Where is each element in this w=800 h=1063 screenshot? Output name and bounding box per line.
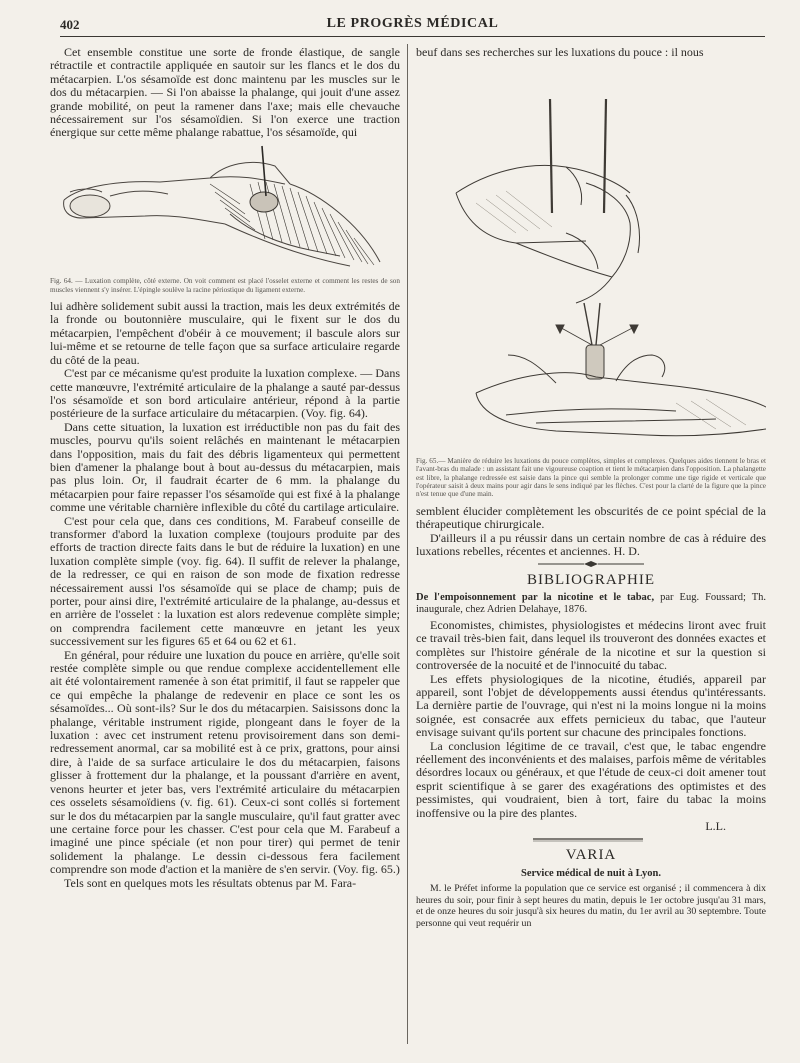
ornament-divider-2 <box>531 835 651 843</box>
bibliography-entry <box>416 592 766 616</box>
varia-paragraph: M. le Préfet informe la population que ce service est organisé ; il commencera à dix heures du soir, pour finir à sept heures du matin, depuis le 1er octobre jusqu'au 31 mars, et de onze heures du soir jusqu'à six heures du matin, du 1er avril au 30 septembre. Toute personne qui veut requérir un <box>416 883 766 929</box>
bibliography-entry-details: par Eug. Foussard; Th. inaugurale, chez Adrien Delahaye, 1876. <box>416 591 767 615</box>
bibliography-heading: BIBLIOGRAPHIE <box>527 572 655 589</box>
figure-64-illustration <box>50 144 400 272</box>
figure-65 <box>416 63 766 498</box>
closing-paragraph: D'ailleurs il a pu réussir dans un certain nombre de cas à réduire des luxations rebelles, récentes et anciennes. H. D. <box>416 530 766 559</box>
bibliography-paragraph-1: Economistes, chimistes, physiologistes et médecins liront avec fruit ce travail très-bien fait, dans lequel ils trouveront des données exactes et complètes sur l'histoire générale de la nicotine et sur la question si controversée de la nocuité et de l'innocuité du tabac. <box>416 617 766 673</box>
journal-title: LE PROGRÈS MÉDICAL <box>326 16 499 31</box>
varia-heading: VARIA <box>565 847 617 864</box>
left-column <box>50 46 400 890</box>
paragraph-6: Tels sont en quelques mots les résultats obtenus par M. Fara- <box>64 875 357 890</box>
figure-65-caption: Fig. 65.— Manière de réduire les luxations du pouce complètes, simples et complexes. Quelques aides tiennent le bras et l'avant-bras du malade : un assistant fait une vigoureuse coaption et tient le métacarpien dans l'opposition. La phalangette est libre, la phalange redressée est saisie dans la pince qui semble la prolonger comme une tige rigide et verticale que l'opérateur saisit à deux mains pour agir dans le sens indiqué par les flèches. C'est pour la clarté de la figure que la pince n'est tenue que d'une main. <box>416 456 766 499</box>
bibliography-signature: L.L. <box>705 818 726 833</box>
paragraph-3: Dans cette situation, la luxation est irréductible non pas du fait des muscles, pourvu qu'ils soient relâchés en maintenant le métacarpien dans l'opposition, mais du fait des débris ligamenteux qui permettent bien d'amener la phalange bout à bout au-dessus du métacarpien, mais pas plus loin. Or, il faudrait écarter de 6 mm. la phalange du métacarpien pour faire repasser l'os sésamoïde qui est fixé à la phalange comme une véritable charnière inflexible du côté du cartilage articulaire. <box>50 419 400 515</box>
paragraph-1: lui adhère solidement subit aussi la traction, mais les deux extrémités de la fronde ou boutonnière musculaire, qui le fixent sur le dos du métacarpien, l'empêchent d'obéir à ce mouvement; il bascule alors sur lui-même et se retourne de telle façon que sa surface articulaire regarde du côté de la peau. <box>50 299 400 367</box>
bibliography-paragraph-2: Les effets physiologiques de la nicotine, étudiés, appareil par appareil, sont l'objet de développements aussi étendus qu'intéressants. La dernière partie de l'ouvrage, qui n'est ni la moins longue ni la moins soignée, est consacrée aux effets pernicieux du tabac, que l'auteur envisage suivant qu'ils portent sur chacune des principales fonctions. <box>416 671 766 740</box>
paragraph-after-figure: semblent élucider complètement les obscurités de ce point spécial de la thérapeutique chirurgicale. <box>416 503 766 532</box>
column-divider <box>407 44 408 1044</box>
right-top-paragraph: beuf dans ses recherches sur les luxations du pouce : il nous <box>416 45 704 59</box>
paragraph-4: C'est pour cela que, dans ces conditions, M. Farabeuf conseille de transformer d'abord la luxation complexe (toujours produite par des efforts de traction directe faits dans le but de réduire la luxation) en une luxation complète simple (voy. fig. 64). Il suffit de relever la phalange, de la redresser, ce qui en raison de son mode de fixation redresse nécessairement aussi l'os sésamoïde qui se place de champ; puis de porter, pour ainsi dire, l'extrémité articulaire de la phalange, au-dessus et en arrière de l'osselet : la luxation est alors redevenue complète simple; on comprendra facilement cette manœuvre en jetant les yeux successivement sur les figures 65 et 64 ou 62 et 61. <box>50 513 400 649</box>
page-header <box>60 14 765 37</box>
right-column <box>416 46 766 930</box>
figure-64-caption: Fig. 64. — Luxation complète, côté externe. On voit comment est placé l'osselet externe et comment les restes de son muscles viennent s'y insérer. L'épingle soulève la racine périostique du ligament externe. <box>50 277 400 294</box>
paragraph-2: C'est par ce mécanisme qu'est produite la luxation complexe. — Dans cette manœuvre, l'extrémité articulaire de la phalange a sauté par-dessus l'os sésamoïde et son bord articulaire antérieur, répond à la partie postérieure de la surface articulaire du métacarpien. (Voy. fig. 64). <box>50 366 400 421</box>
bibliography-paragraph-3: La conclusion légitime de ce travail, c'est que, le tabac engendre réellement des inconvénients et des malaises, parfois même de véritables désordres locaux ou généraux, et que l'étude de ceux-ci doit amener tout esprit scientifique à se garer des exagérations des optimistes et des pessimistes, qui voudraient, bien à tort, faire du tabac la moins inoffensive ou la pire des plantes. <box>416 738 766 820</box>
figure-65-illustration <box>416 63 766 451</box>
ornament-divider <box>536 560 646 568</box>
figure-64 <box>50 144 400 294</box>
page-number: 402 <box>60 17 80 32</box>
varia-subheading: Service médical de nuit à Lyon. <box>521 867 661 879</box>
paragraph-5: En général, pour réduire une luxation du pouce en arrière, qu'elle soit restée complète simple ou que rendue complexe accidentellement elle ait été volontairement ramenée à son état primitif, il faut se rappeler que ce qui empêche la phalange de redevenir en place ce sont les os sésamoïdes... Où sont-ils? Sur le dos du métacarpien. Saisissons donc la phalange, véritable instrument rigide, plongeant dans le foyer de la luxation : avec cet instrument retenu provisoirement dans son demi-redressement anormal, car sa mobilité est à ce prix, grattons, pour ainsi dire, à l'aide de sa surface articulaire le dos du métacarpien, faisons glisser à frottement dur la phalange, et la poussant d'arrière en avent, venons heurter et jeter bas, vers l'extrémité articulaire du métacarpien ces osselets sésamoïdiens (v. fig. 61). Ceux-ci sont collés si fortement sur le dos du métacarpien par la sangle musculaire, qu'il faut gratter avec une certaine force pour les chasser. C'est pour cela que M. Farabeuf a imaginé une pince spéciale (et non pour tirer) qui permet de tenir solidement la phalange. Le dessin ci-dessous fera facilement comprendre son mode d'action et la manière de s'en servir. (Voy. fig. 65.) <box>50 647 400 877</box>
intro-paragraph: Cet ensemble constitue une sorte de fronde élastique, de sangle rétractile et contractile appliquée en sautoir sur les flancs et le dos du métacarpien. L'os sésamoïde est donc maintenu par les muscles sur le dos du métacarpien. — Si l'on abaisse la phalange, qui jouit d'une assez grande mobilité, on peut la ramener dans l'axe; mais elle chevauche nécessairement sur l'os sésamoïdien. Si l'on exerce une traction énergique sur cette même phalange rabattue, l'os sésamoïde, qui <box>50 45 400 140</box>
bibliography-entry-title: De l'empoisonnement par la nicotine et le tabac, <box>416 591 655 603</box>
